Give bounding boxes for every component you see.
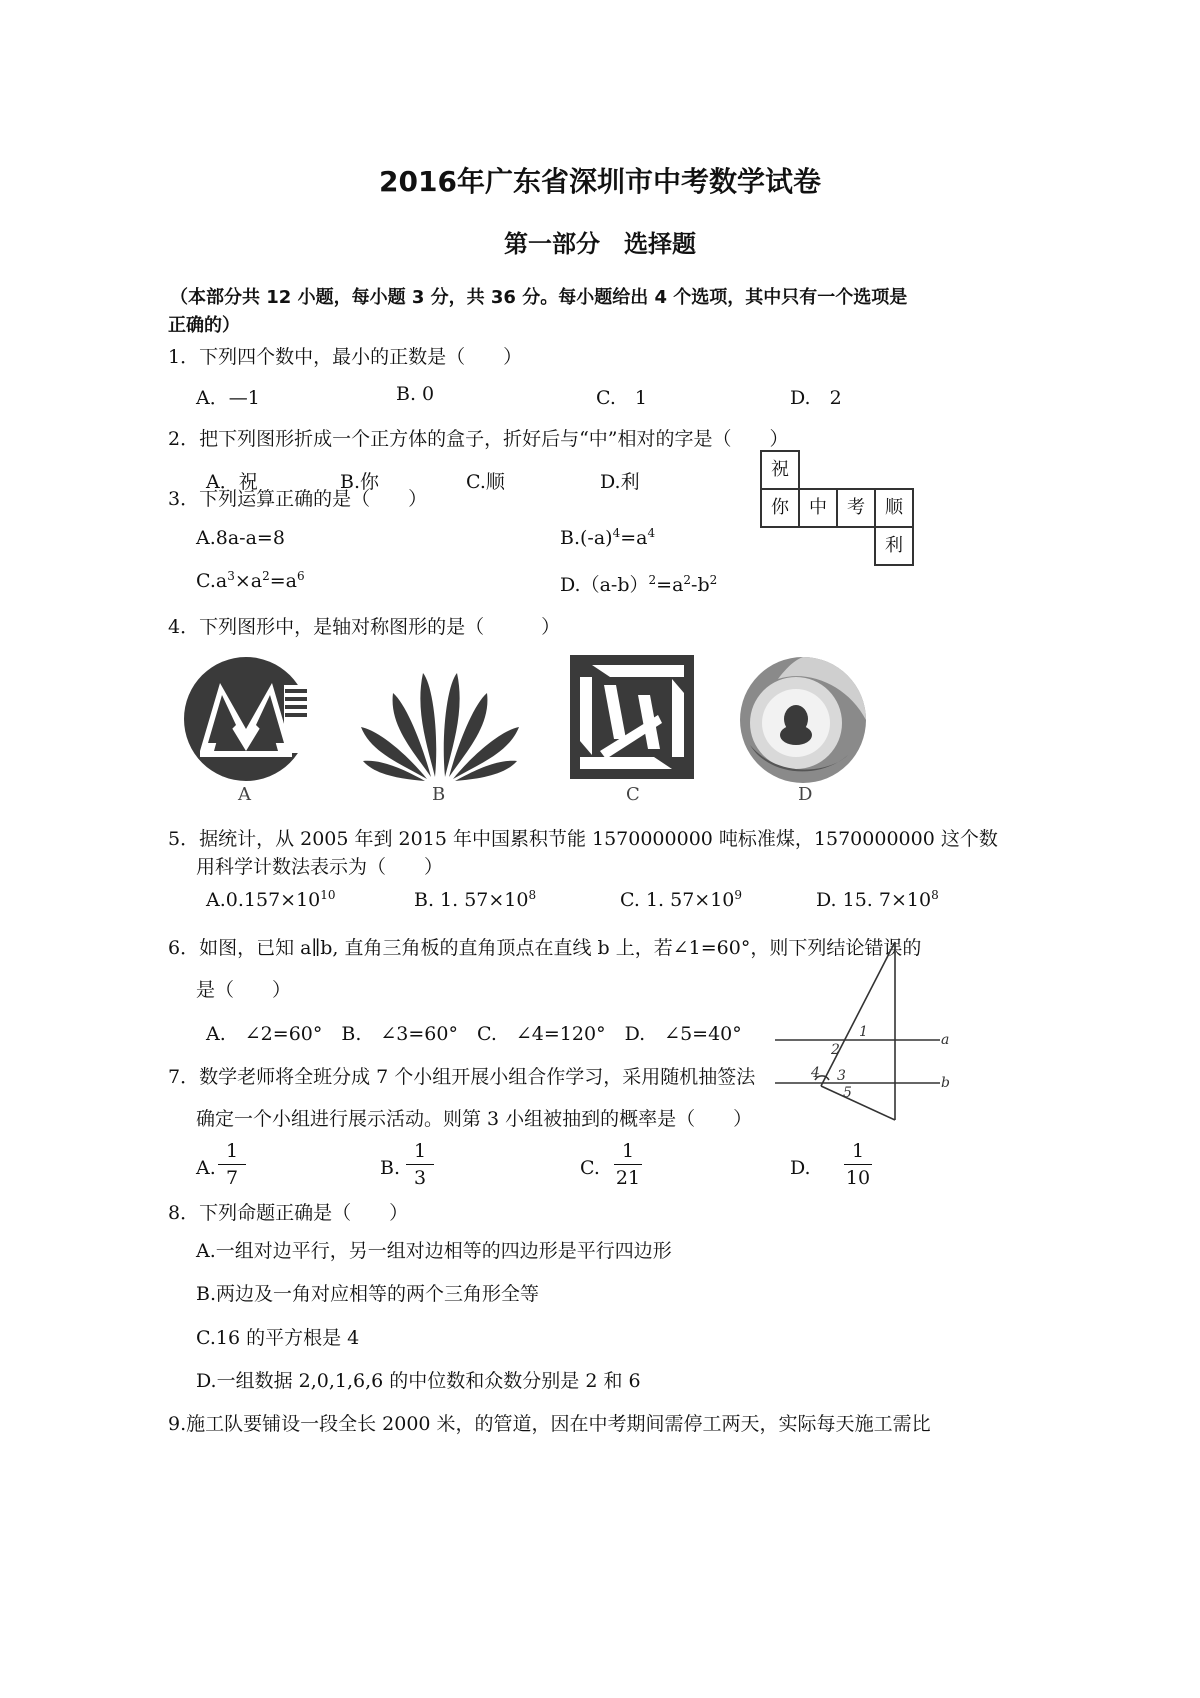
question-2-stem: 2．把下列图形折成一个正方体的盒子，折好后与“中”相对的字是（ ） xyxy=(168,428,789,450)
line-b-label: b xyxy=(941,1075,950,1091)
q1-option-c: C. 1 xyxy=(596,387,647,409)
logo-b-label: B xyxy=(432,784,446,805)
question-6-stem-line-2: 是（ ） xyxy=(196,979,292,1001)
q8-option-a: A.一组对边平行，另一组对边相等的四边形是平行四边形 xyxy=(196,1240,672,1262)
question-1-stem: 1．下列四个数中，最小的正数是（ ） xyxy=(168,346,523,368)
q5-option-a: $A.0.157\times 10^{10}$ xyxy=(206,888,336,911)
question-6-stem-line-1: 6．如图，已知 a∥b, 直角三角板的直角顶点在直线 b 上，若∠1=60°，则下列结论错误的 xyxy=(168,937,922,959)
q7-option-c-label: C. xyxy=(580,1157,600,1179)
question-3-stem: 3．下列运算正确的是（ ） xyxy=(168,488,428,510)
question-5-stem-line-1: 5．据统计，从 2005 年到 2015 年中国累积节能 1570000000 吨标准煤，1570000000 这个数 xyxy=(168,828,998,850)
page-title: 2016年广东省深圳市中考数学试卷 xyxy=(379,165,821,198)
question-7-stem-line-1: 7．数学老师将全班分成 7 个小组开展小组合作学习，采用随机抽签法 xyxy=(168,1066,756,1088)
instructions-line-2: 正确的） xyxy=(168,315,240,336)
angle-2-label: 2 xyxy=(831,1042,840,1058)
q7-option-a-label: A. xyxy=(196,1157,216,1179)
q7-option-d-fraction: 1 10 xyxy=(845,1140,871,1189)
q7-option-b-label: B. xyxy=(380,1157,401,1179)
q5-option-c: C. 1. $57\times 10^9$ xyxy=(620,888,743,911)
q2-option-a: A．祝 xyxy=(206,471,258,493)
section-title: 第一部分 选择题 xyxy=(504,230,696,258)
logo-d-label: D xyxy=(798,784,813,805)
net-cell-kao: 考 xyxy=(836,488,876,528)
q5-option-b: B. 1. $57\times 10^8$ xyxy=(414,888,537,911)
q8-option-b: B.两边及一角对应相等的两个三角形全等 xyxy=(196,1283,540,1305)
q1-option-b: B. 0 xyxy=(396,383,435,405)
q3-option-d: $D.(a-b)^2=a^2-b^2$ xyxy=(560,573,718,596)
net-cell-zhong: 中 xyxy=(798,488,838,528)
q2-option-c: C.顺 xyxy=(466,471,505,493)
q3-option-a: A.8a-a=8 xyxy=(196,527,285,549)
q7-option-d-label: D. xyxy=(790,1157,811,1179)
angle-1-label: 1 xyxy=(859,1024,868,1040)
q6-options: A. ∠2=60° B. ∠3=60° C. ∠4=120° D. ∠5=40° xyxy=(206,1023,742,1045)
line-a-label: a xyxy=(941,1032,950,1048)
question-7-stem-line-2: 确定一个小组进行展示活动。则第 3 小组被抽到的概率是（ ） xyxy=(196,1108,753,1130)
parallel-lines-figure xyxy=(775,940,955,1130)
question-4-stem: 4．下列图形中，是轴对称图形的是（ ） xyxy=(168,616,561,638)
q7-option-b-fraction: 1 3 xyxy=(400,1140,440,1189)
q7-option-a-fraction: 1 7 xyxy=(212,1140,252,1189)
q1-option-a: A．—1 xyxy=(196,387,260,409)
q3-option-b: $B.(-a)^4=a^4$ xyxy=(560,526,656,549)
logo-d-figure xyxy=(738,655,868,785)
instructions-line-1: （本部分共 12 小题，每小题 3 分，共 36 分。每小题给出 4 个选项，其中只有一个选项是 xyxy=(170,287,908,308)
logo-a-figure xyxy=(182,655,310,783)
net-cell-ni: 你 xyxy=(760,488,800,528)
angle-5-label: 5 xyxy=(843,1085,852,1101)
question-8-stem: 8．下列命题正确是（ ） xyxy=(168,1202,409,1224)
question-9-stem: 9.施工队要铺设一段全长 2000 米，的管道，因在中考期间需停工两天，实际每天施工需比 xyxy=(168,1413,931,1435)
q8-option-d: D.一组数据 2,0,1,6,6 的中位数和众数分别是 2 和 6 xyxy=(196,1370,641,1392)
q2-option-b: B.你 xyxy=(340,471,380,493)
angle-3-label: 3 xyxy=(837,1068,846,1084)
logo-a-label: A xyxy=(238,784,251,805)
q8-option-c: C.16 的平方根是 4 xyxy=(196,1327,360,1349)
angle-4-label: 4 xyxy=(811,1065,820,1081)
net-cell-li: 利 xyxy=(874,526,914,566)
q2-option-d: D.利 xyxy=(600,471,640,493)
q7-option-c-fraction: 1 21 xyxy=(615,1140,641,1189)
net-cell-zhu: 祝 xyxy=(760,450,800,490)
logo-b-figure xyxy=(355,655,525,783)
question-5-stem-line-2: 用科学计数法表示为（ ） xyxy=(196,856,444,878)
logo-c-figure xyxy=(570,655,694,779)
cube-net-figure xyxy=(760,450,930,570)
q1-option-d: D. 2 xyxy=(790,387,842,409)
net-cell-shun: 顺 xyxy=(874,488,914,528)
q3-option-c: $C.a^3\times a^2=a^6$ xyxy=(196,569,305,592)
logo-c-label: C xyxy=(626,784,640,805)
q5-option-d: D. 15. $7\times 10^8$ xyxy=(816,888,939,911)
